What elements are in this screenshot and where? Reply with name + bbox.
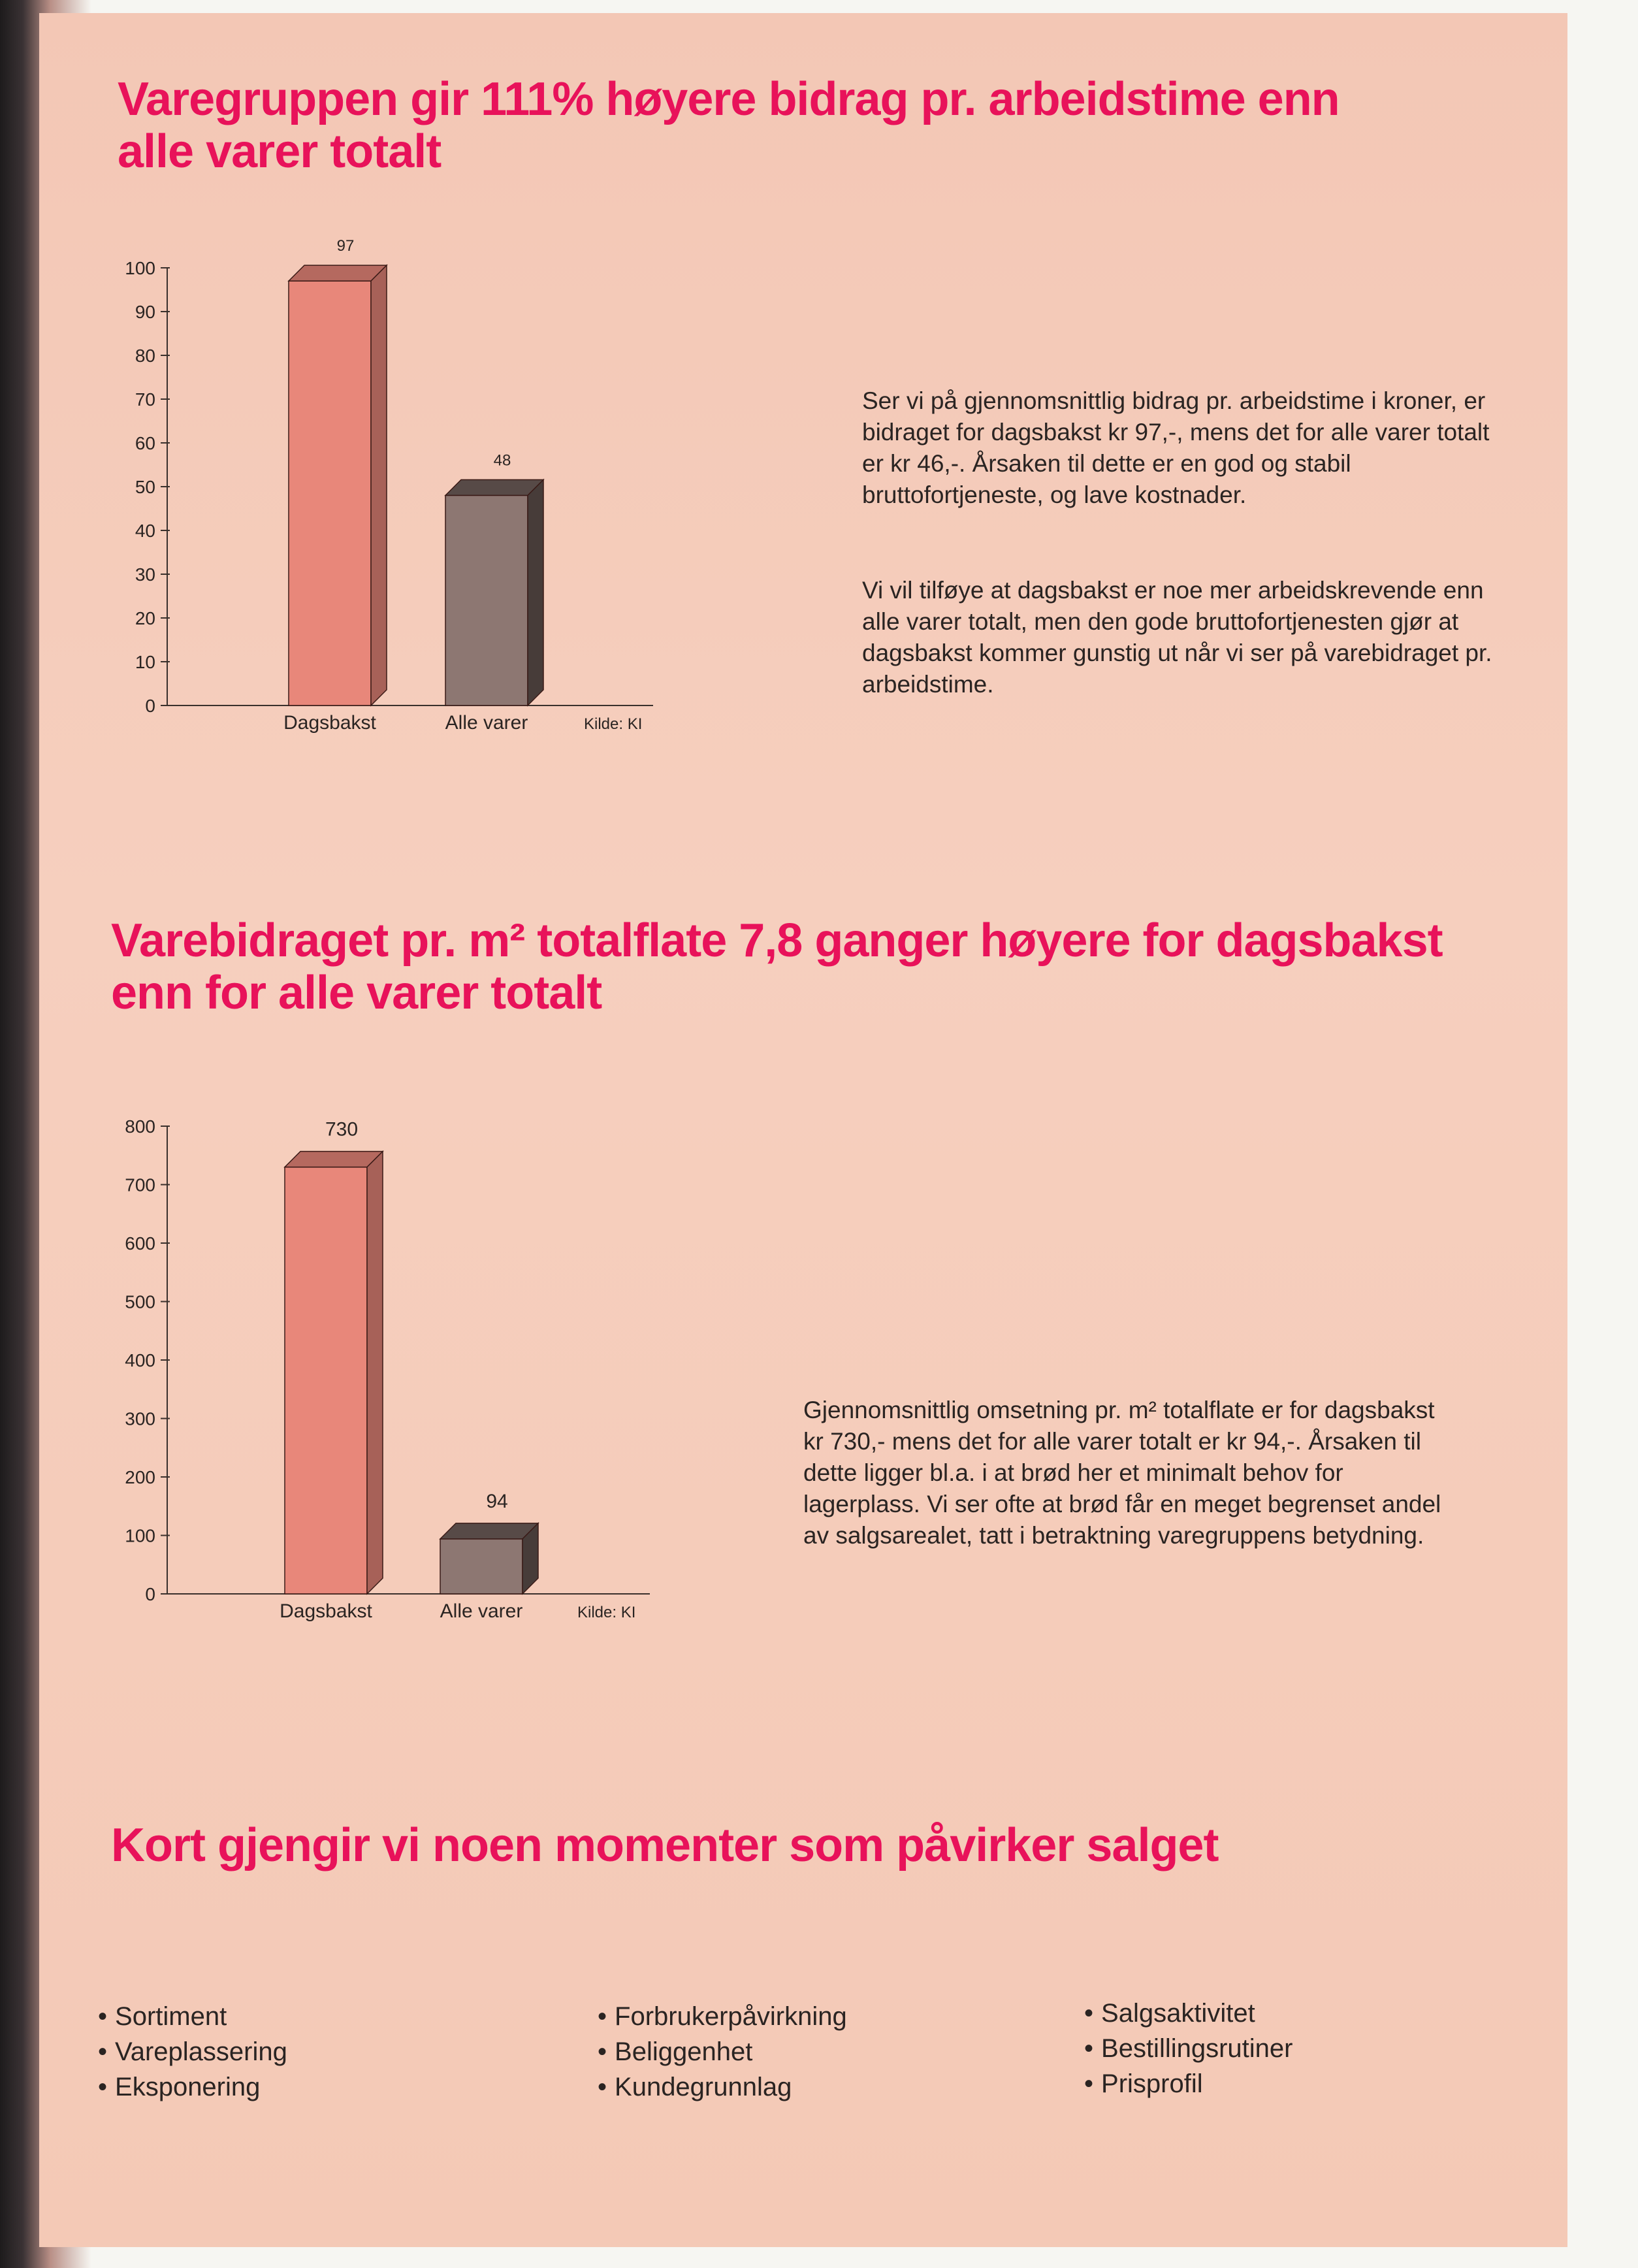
category-label: Alle varer (445, 712, 528, 734)
bar-top-face (289, 265, 387, 281)
section2-paragraph: Gjennomsnittlig omsetning pr. m² totalflate er for dagsbakst kr 730,- mens det for alle varer totalt er kr 94,-. Årsaken til dette ligger bl.a. i at brød her et minimalt behov for lagerplass. Vi ser ofte at brød får en meget begrenset andel av salgsarealet, tatt i betraktning varegruppens betydning. (803, 1397, 1441, 1549)
list-item: • Vareplassering (98, 2034, 287, 2069)
section1-heading (118, 73, 1340, 178)
y-tick-label: 50 (135, 477, 155, 497)
list-item: • Beliggenhet (598, 2034, 847, 2069)
source-note: Kilde: KI (577, 1604, 636, 1621)
y-tick-label: 0 (145, 1584, 155, 1604)
section2-heading-line2: enn for alle varer totalt (111, 967, 602, 1019)
section2-heading-line1: Varebidraget pr. m² totalflate 7,8 ganger høyere for dagsbakst (111, 915, 1443, 967)
moments-list-1 (98, 1999, 287, 2105)
source-note: Kilde: KI (584, 715, 643, 733)
list-item: • Prisprofil (1084, 2066, 1293, 2101)
list-item: • Sortiment (98, 1999, 287, 2034)
y-tick-label: 500 (125, 1291, 155, 1312)
bar-side-face (367, 1152, 383, 1594)
moments-list-3 (1084, 1996, 1293, 2101)
y-tick-label: 90 (135, 302, 155, 322)
data-label: 730 (325, 1118, 359, 1141)
y-tick-label: 20 (135, 608, 155, 628)
bar-side-face (371, 265, 387, 705)
bar-top-face (445, 479, 543, 495)
moments-list-2 (598, 1999, 847, 2105)
y-tick-label: 40 (135, 521, 155, 541)
y-tick-label: 30 (135, 564, 155, 585)
category-label: Dagsbakst (280, 1600, 372, 1622)
y-tick-label: 300 (125, 1408, 155, 1429)
section3-heading: Kort gjengir vi noen momenter som påvirker salget (111, 1819, 1219, 1871)
y-tick-label: 700 (125, 1174, 155, 1195)
y-tick-label: 200 (125, 1467, 155, 1487)
y-tick-label: 10 (135, 652, 155, 672)
y-tick-label: 100 (125, 258, 155, 278)
bar-side-face (528, 479, 543, 705)
bar-top-face (285, 1152, 383, 1167)
bar-alle-varer (440, 1539, 522, 1594)
data-label: 94 (486, 1490, 508, 1512)
y-tick-label: 70 (135, 389, 155, 410)
y-tick-label: 60 (135, 433, 155, 453)
y-tick-label: 100 (125, 1525, 155, 1546)
section1-paragraph-1: Ser vi på gjennomsnittlig bidrag pr. arbeidstime i kroner, er bidraget for dagsbakst kr 97,-, mens det for alle varer totalt er kr 46,-. Årsaken til dette er en god og stabil bruttofortjeneste, og lave kostnader. (862, 387, 1490, 508)
y-tick-label: 800 (125, 1116, 155, 1137)
y-tick-label: 0 (145, 696, 155, 716)
chart-bidrag-per-arbeidstime (98, 222, 686, 745)
bar-top-face (440, 1523, 538, 1539)
category-label: Alle varer (440, 1600, 523, 1622)
category-label: Dagsbakst (283, 712, 376, 734)
list-item: • Eksponering (98, 2069, 287, 2105)
list-item: • Bestillingsrutiner (1084, 2031, 1293, 2066)
list-item: • Forbrukerpåvirkning (598, 1999, 847, 2034)
list-item: • Salgsaktivitet (1084, 1996, 1293, 2031)
bar-dagsbakst (289, 281, 371, 705)
y-tick-label: 600 (125, 1233, 155, 1254)
y-tick-label: 400 (125, 1350, 155, 1370)
section1-heading-line2: alle varer totalt (118, 125, 442, 178)
bar-dagsbakst (285, 1167, 367, 1594)
section1-heading-line1: Varegruppen gir 111% høyere bidrag pr. arbeidstime enn (118, 73, 1340, 125)
chart-omsetning-per-m2 (98, 1097, 686, 1633)
section1-paragraph-2: Vi vil tilføye at dagsbakst er noe mer arbeidskrevende enn alle varer totalt, men den gode bruttofortjenesten gjør at dagsbakst kommer gunstig ut når vi ser på varebidraget pr. arbeidstime. (862, 577, 1492, 698)
section2-heading (111, 915, 1443, 1019)
list-item: • Kundegrunnlag (598, 2069, 847, 2105)
data-label: 97 (336, 237, 355, 255)
y-tick-label: 80 (135, 346, 155, 366)
bar-alle-varer (445, 495, 528, 705)
data-label: 48 (493, 451, 511, 470)
